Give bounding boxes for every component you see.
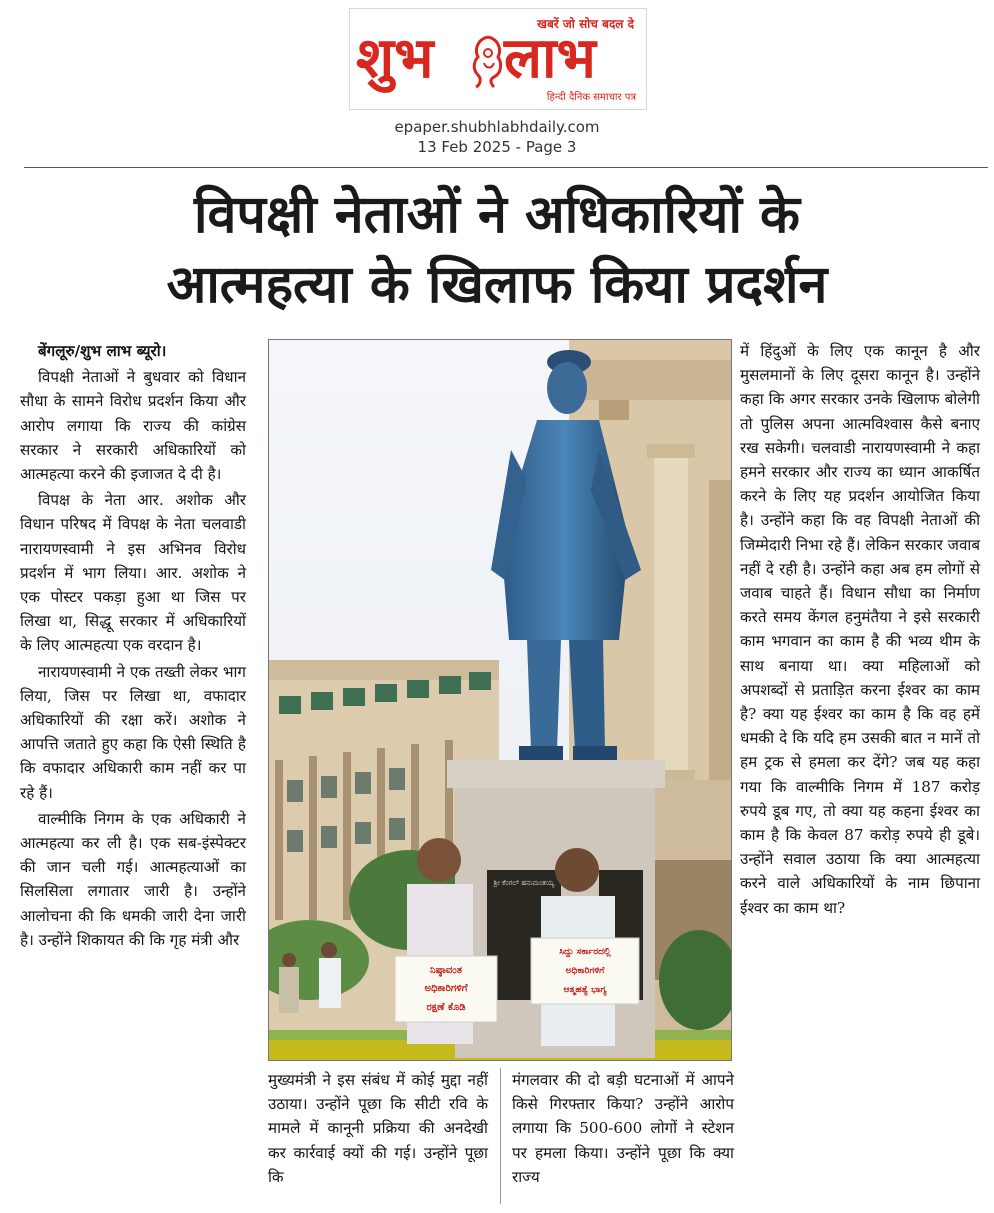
plaque-title: ಶ್ರೀ ಕೆಂಗಲ್ ಹನುಮಂತಯ್ಯ [493,879,555,887]
column-divider [500,1068,501,1204]
article-column-2 [268,1068,488,1189]
paragraph: मुख्यमंत्री ने इस संबंध में कोई मुद्दा नहीं उठाया। उन्होंने पूछा कि सीटी रवि के मामले में कानूनी प्रक्रिया की अनदेखी कर कार्रवाई क्यों की गई। उन्होंने पूछा कि [268,1071,488,1186]
byline: बेंगलूरु/शुभ लाभ ब्यूरो। [38,342,167,360]
masthead-subline: हिन्दी दैनिक समाचार पत्र [546,92,636,103]
sign-left-line-3: ರಕ್ಷಣೆ ಕೊಡಿ [426,1002,466,1013]
article-photo [268,339,732,1061]
article-column-1 [20,339,246,952]
headline-line-2: आत्महत्या के खिलाफ किया प्रदर्शन [166,255,828,315]
article-headline [10,180,984,320]
masthead-logo [349,8,647,110]
article-column-3 [512,1068,734,1189]
photo-illustration [269,340,732,1061]
headline-line-1: विपक्षी नेताओं ने अधिकारियों के [194,185,800,245]
issue-date-page: 13 Feb 2025 - Page 3 [417,138,577,156]
paragraph: विपक्ष के नेता आर. अशोक और विधान परिषद में विपक्ष के नेता चलवाडी नारायणस्वामी ने इस अभिनव विरोध प्रदर्शन में भाग लिया। आर. अशोक ने एक पोस्टर पकड़ा हुआ था जिस पर लिखा था, सिद्धू सरकार में अधिकारियों के लिए आत्महत्या एक वरदान है। [20,491,246,655]
sign-right-line-3: ಆತ್ಮಹತ್ಯೆ ಭಾಗ್ಯ [563,985,607,995]
paragraph: वाल्मीकि निगम के एक अधिकारी ने आत्महत्या कर ली है। एक सब-इंस्पेक्टर की जान चली गई। आत्महत्याओं का सिलसिला लगातार जारी है। उन्होंने आलोचना की कि धमकी जारी देना जारी है। उन्होंने शिकायत की कि गृह मंत्री और [20,809,246,949]
sign-right-line-2: ಅಧಿಕಾರಿಗಳಿಗೆ [565,966,605,976]
header-divider [24,167,988,168]
sign-left-line-1: ನಿಷ್ಠಾವಂತ [429,965,463,976]
sign-right-line-1: ಸಿದ್ದು ಸರ್ಕಾರದಲ್ಲಿ [559,947,611,957]
masthead-tagline: खबरें जो सोच बदल दे [537,17,634,31]
logo-word-shubh: शुभ [356,25,434,91]
logo-word-labh: लाभ [504,25,596,91]
paragraph: में हिंदुओं के लिए एक कानून है और मुसलमानों के लिए दूसरा कानून है। उन्होंने कहा कि अगर सरकार उनके खिलाफ बोलेगी तो पुलिस अपना आत्मविश्वास कैसे बनाए रख सकेगी। चलवाडी नारायणस्वामी ने कहा हमने सरकार और राज्य का ध्यान आकर्षित करने के लिए यह प्रदर्शन आयोजित किया है। उन्होंने कहा कि वह विपक्षी नेताओं की जिम्मेदारी निभा रहे हैं। लेकिन सरकार जवाब नहीं दे रही है। उन्होंने कहा अब हम लोगों से जवाब चाहते हैं। विधान सौधा का निर्माण करते समय केंगल हनुमंतैया ने इसे सरकारी काम भगवान का काम है की भव्य थीम के साथ बनाया था। क्या महिलाओं को अपशब्दों से प्रताड़ित करना ईश्वर का काम है? क्या यह ईश्वर का काम है कि वह हमें धमकी दे कि यदि हम उसकी बात न मानें तो हम ट्रक से हमला कर देंगे? जब यह कहा गया कि वाल्मीकि निगम में 187 करोड़ रुपये डूब गए, तो क्या यह कहना ईश्वर का काम है कि केवल 87 करोड़ रुपये ही डूबे। उन्होंने सवाल उठाया कि क्या आत्महत्या करने वाले अधिकारियों के नाम छिपाना ईश्वर का काम था? [740,342,980,917]
source-url: epaper.shubhlabhdaily.com [394,118,600,136]
article-column-4 [740,339,980,920]
sign-left-line-2: ಅಧಿಕಾರಿಗಳಿಗೆ [424,983,468,994]
paragraph: नारायणस्वामी ने एक तख्ती लेकर भाग लिया, जिस पर लिखा था, वफादार अधिकारियों की रक्षा करें। अशोक ने आपत्ति जताते हुए कहा कि ऐसी स्थिति है कि वफादार अधिकारी काम नहीं कर पा रहे हैं। [20,662,246,802]
paragraph: मंगलवार की दो बड़ी घटनाओं में आपने किसे गिरफ्तार किया? उन्होंने आरोप लगाया कि 500-600 लोगों ने स्टेशन पर हमला किया। उन्होंने पूछा कि क्या राज्य [512,1071,734,1186]
paragraph: विपक्षी नेताओं ने बुधवार को विधान सौधा के सामने विरोध प्रदर्शन किया और आरोप लगाया कि राज्य की कांग्रेस सरकार ने सरकारी अधिकारियों को आत्महत्या करने की इजाजत दे दी है। [20,368,246,484]
ganesha-icon [468,33,508,89]
